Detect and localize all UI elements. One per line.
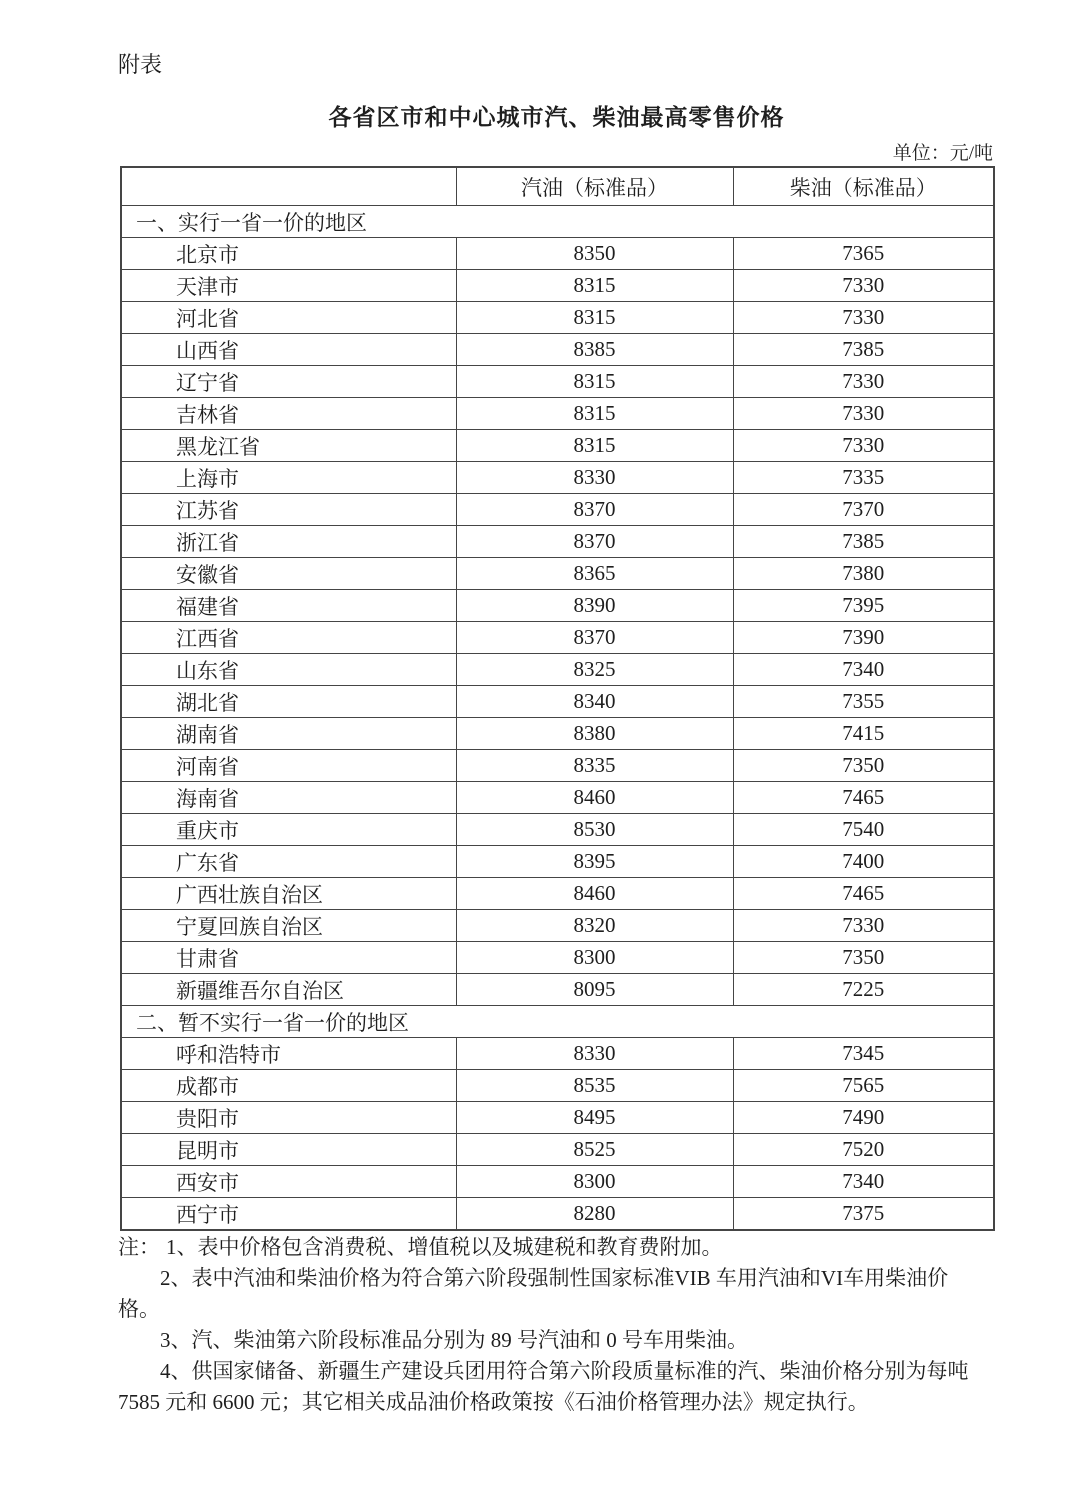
gasoline-price-cell: 8530	[456, 814, 733, 846]
diesel-price-cell: 7465	[733, 878, 994, 910]
price-row	[121, 654, 994, 686]
diesel-price-cell: 7400	[733, 846, 994, 878]
price-row	[121, 558, 994, 590]
section-header-row	[121, 206, 994, 238]
price-row	[121, 238, 994, 270]
region-cell: 北京市	[121, 238, 456, 270]
diesel-price-cell: 7365	[733, 238, 994, 270]
attachment-label: 附表	[118, 52, 163, 77]
price-row	[121, 494, 994, 526]
price-row	[121, 334, 994, 366]
price-row	[121, 526, 994, 558]
gasoline-price-cell: 8095	[456, 974, 733, 1006]
gasoline-price-cell: 8315	[456, 366, 733, 398]
price-row	[121, 846, 994, 878]
note-text: 1、表中价格包含消费税、增值税以及城建税和教育费附加。	[166, 1235, 723, 1259]
gasoline-price-cell: 8535	[456, 1070, 733, 1102]
price-row	[121, 590, 994, 622]
price-row	[121, 366, 994, 398]
diesel-price-cell: 7370	[733, 494, 994, 526]
diesel-price-cell: 7330	[733, 366, 994, 398]
region-cell: 天津市	[121, 270, 456, 302]
price-table	[120, 166, 995, 1231]
gasoline-price-cell: 8460	[456, 782, 733, 814]
diesel-price-cell: 7520	[733, 1134, 994, 1166]
price-row	[121, 622, 994, 654]
section-header-label: 一、实行一省一价的地区	[121, 206, 994, 238]
note-line: 4、供国家储备、新疆生产建设兵团用符合第六阶段质量标准的汽、柴油价格分别为每吨 7585 元和 6600 元；其它相关成品油价格政策按《石油价格管理办法》规定执行。	[118, 1359, 969, 1414]
note-line	[118, 1232, 990, 1263]
gasoline-price-cell: 8370	[456, 494, 733, 526]
region-cell: 山东省	[121, 654, 456, 686]
diesel-price-cell: 7380	[733, 558, 994, 590]
header-row	[121, 167, 994, 206]
section-header-row	[121, 1006, 994, 1038]
gasoline-price-cell: 8385	[456, 334, 733, 366]
gasoline-price-cell: 8315	[456, 398, 733, 430]
diesel-price-cell: 7330	[733, 302, 994, 334]
diesel-price-cell: 7330	[733, 910, 994, 942]
region-cell: 广东省	[121, 846, 456, 878]
region-cell: 河北省	[121, 302, 456, 334]
diesel-price-cell: 7540	[733, 814, 994, 846]
price-row	[121, 686, 994, 718]
region-cell: 贵阳市	[121, 1102, 456, 1134]
notes-label: 注：	[118, 1235, 160, 1259]
gasoline-price-cell: 8525	[456, 1134, 733, 1166]
diesel-price-cell: 7340	[733, 654, 994, 686]
gasoline-price-cell: 8395	[456, 846, 733, 878]
region-cell: 安徽省	[121, 558, 456, 590]
region-cell: 昆明市	[121, 1134, 456, 1166]
gasoline-price-cell: 8300	[456, 1166, 733, 1198]
gasoline-price-cell: 8370	[456, 622, 733, 654]
diesel-price-cell: 7330	[733, 430, 994, 462]
gasoline-price-cell: 8320	[456, 910, 733, 942]
diesel-price-cell: 7395	[733, 590, 994, 622]
region-cell: 江西省	[121, 622, 456, 654]
price-row	[121, 814, 994, 846]
diesel-price-cell: 7465	[733, 782, 994, 814]
price-row	[121, 398, 994, 430]
price-row	[121, 1198, 994, 1231]
region-cell: 黑龙江省	[121, 430, 456, 462]
region-cell: 浙江省	[121, 526, 456, 558]
col-header-diesel: 柴油（标准品）	[733, 167, 994, 206]
price-row	[121, 270, 994, 302]
region-cell: 成都市	[121, 1070, 456, 1102]
gasoline-price-cell: 8330	[456, 462, 733, 494]
price-row	[121, 1166, 994, 1198]
region-cell: 西宁市	[121, 1198, 456, 1231]
gasoline-price-cell: 8340	[456, 686, 733, 718]
price-row	[121, 1070, 994, 1102]
price-row	[121, 1134, 994, 1166]
region-cell: 重庆市	[121, 814, 456, 846]
gasoline-price-cell: 8350	[456, 238, 733, 270]
diesel-price-cell: 7340	[733, 1166, 994, 1198]
gasoline-price-cell: 8335	[456, 750, 733, 782]
gasoline-price-cell: 8300	[456, 942, 733, 974]
gasoline-price-cell: 8315	[456, 430, 733, 462]
price-table-body	[121, 206, 994, 1231]
unit-label: 单位：元/吨	[892, 143, 993, 164]
region-cell: 呼和浩特市	[121, 1038, 456, 1070]
region-cell: 江苏省	[121, 494, 456, 526]
gasoline-price-cell: 8330	[456, 1038, 733, 1070]
gasoline-price-cell: 8370	[456, 526, 733, 558]
price-table-header	[121, 167, 994, 206]
col-header-gasoline: 汽油（标准品）	[456, 167, 733, 206]
diesel-price-cell: 7335	[733, 462, 994, 494]
region-cell: 宁夏回族自治区	[121, 910, 456, 942]
price-row	[121, 1102, 994, 1134]
gasoline-price-cell: 8280	[456, 1198, 733, 1231]
diesel-price-cell: 7345	[733, 1038, 994, 1070]
region-cell: 湖北省	[121, 686, 456, 718]
diesel-price-cell: 7390	[733, 622, 994, 654]
region-cell: 吉林省	[121, 398, 456, 430]
gasoline-price-cell: 8365	[456, 558, 733, 590]
page-title: 各省区市和中心城市汽、柴油最高零售价格	[328, 104, 785, 130]
region-cell: 上海市	[121, 462, 456, 494]
price-row	[121, 430, 994, 462]
notes-section	[118, 1232, 990, 1418]
diesel-price-cell: 7385	[733, 334, 994, 366]
diesel-price-cell: 7415	[733, 718, 994, 750]
price-row	[121, 782, 994, 814]
gasoline-price-cell: 8390	[456, 590, 733, 622]
price-row	[121, 462, 994, 494]
gasoline-price-cell: 8315	[456, 302, 733, 334]
section-header-label: 二、暂不实行一省一价的地区	[121, 1006, 994, 1038]
price-row	[121, 974, 994, 1006]
diesel-price-cell: 7330	[733, 270, 994, 302]
note-line: 3、汽、柴油第六阶段标准品分别为 89 号汽油和 0 号车用柴油。	[160, 1328, 748, 1352]
region-cell: 广西壮族自治区	[121, 878, 456, 910]
diesel-price-cell: 7375	[733, 1198, 994, 1231]
note-line: 2、表中汽油和柴油价格为符合第六阶段强制性国家标准VIB 车用汽油和VI车用柴油价格。	[118, 1266, 949, 1321]
price-row	[121, 302, 994, 334]
diesel-price-cell: 7355	[733, 686, 994, 718]
price-row	[121, 1038, 994, 1070]
gasoline-price-cell: 8325	[456, 654, 733, 686]
region-cell: 西安市	[121, 1166, 456, 1198]
region-cell: 海南省	[121, 782, 456, 814]
price-row	[121, 910, 994, 942]
price-row	[121, 942, 994, 974]
gasoline-price-cell: 8380	[456, 718, 733, 750]
price-row	[121, 878, 994, 910]
diesel-price-cell: 7225	[733, 974, 994, 1006]
region-cell: 湖南省	[121, 718, 456, 750]
region-cell: 福建省	[121, 590, 456, 622]
region-cell: 甘肃省	[121, 942, 456, 974]
gasoline-price-cell: 8495	[456, 1102, 733, 1134]
region-cell: 辽宁省	[121, 366, 456, 398]
region-cell: 河南省	[121, 750, 456, 782]
gasoline-price-cell: 8315	[456, 270, 733, 302]
diesel-price-cell: 7385	[733, 526, 994, 558]
col-header-region	[121, 167, 456, 206]
diesel-price-cell: 7330	[733, 398, 994, 430]
diesel-price-cell: 7490	[733, 1102, 994, 1134]
diesel-price-cell: 7350	[733, 942, 994, 974]
price-row	[121, 718, 994, 750]
diesel-price-cell: 7350	[733, 750, 994, 782]
gasoline-price-cell: 8460	[456, 878, 733, 910]
price-row	[121, 750, 994, 782]
region-cell: 新疆维吾尔自治区	[121, 974, 456, 1006]
diesel-price-cell: 7565	[733, 1070, 994, 1102]
region-cell: 山西省	[121, 334, 456, 366]
